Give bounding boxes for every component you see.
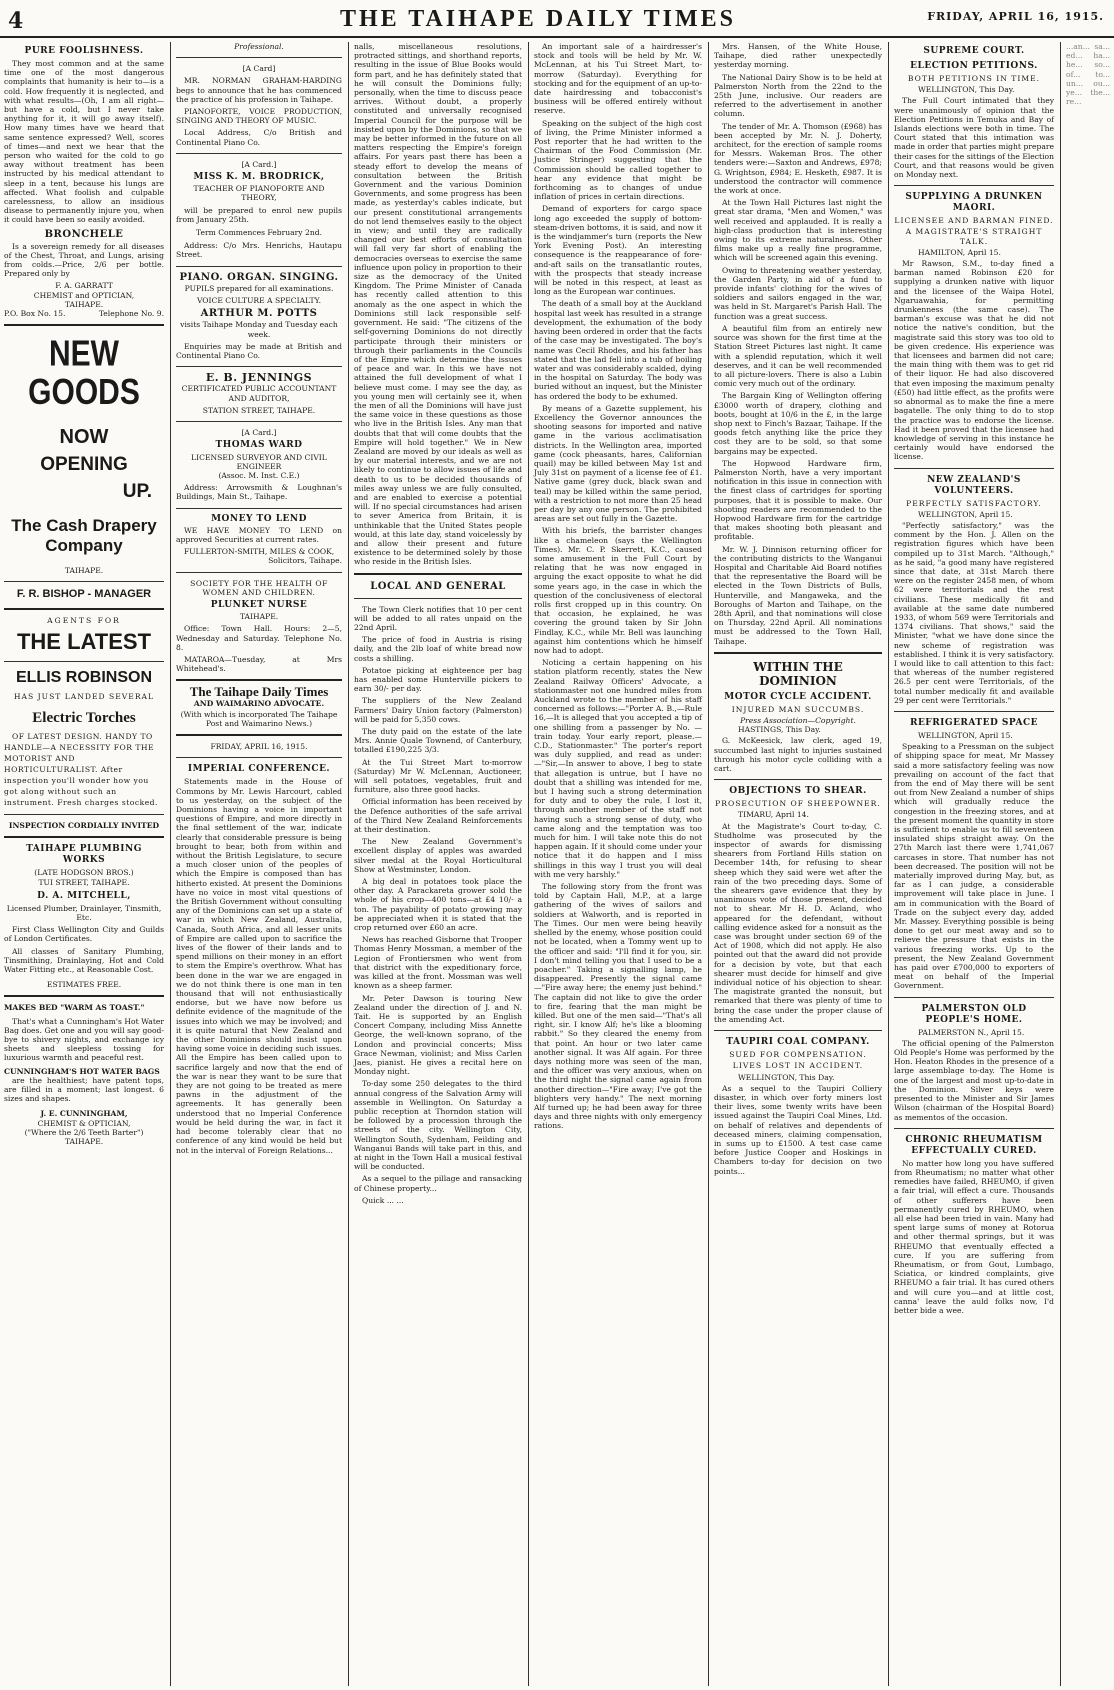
- divider: [354, 573, 522, 575]
- graham-harding-subjects: PIANOFORTE, VOICE PRODUCTION, SINGING AND THEORY OF MUSIC.: [176, 107, 342, 126]
- new-goods-headline: NEW GOODS: [28, 334, 140, 413]
- hastings-text: G. McKeesick, law clerk, aged 19, succumbed last night to injuries sustained through his motor cycle colliding with a cart.: [714, 736, 882, 774]
- agents-line: AGENTS FOR: [47, 615, 121, 625]
- column-rule: [708, 42, 709, 1686]
- news-paragraph: As a sequel to the pillage and ransacking of Chinese property...: [354, 1174, 522, 1193]
- hastings-dateline: HASTINGS, This Day.: [738, 725, 821, 735]
- brodrick-title: TEACHER OF PIANOFORTE AND THEORY,: [193, 184, 325, 203]
- electric-torches-headline: Electric Torches: [32, 710, 136, 727]
- divider: [4, 836, 164, 838]
- cunningham-title: CHEMIST & OPTICIAN,: [37, 1118, 131, 1128]
- divider: [4, 581, 164, 582]
- card-label: [A Card]: [242, 64, 276, 74]
- news-paragraph: The Bargain King of Wellington offering £3000 worth of drapery, clothing and boots, bought at 10/6 in the £, in the large shop next to Finch's Bazaar, Taihape. If the goods fetch anything like the price they cost they are to be sold, so that some bargains may be expected.: [714, 391, 882, 456]
- divider: [894, 1128, 1054, 1129]
- cash-drapery-town: TAIHAPE.: [64, 566, 104, 576]
- voice-culture: VOICE CULTURE A SPECIALTY.: [196, 296, 322, 306]
- bed-heading: MAKES BED "WARM AS TOAST.": [4, 1003, 145, 1013]
- ward-address: Address: Arrowsmith & Loughnan's Buildings, Main St., Taihape.: [176, 483, 342, 502]
- ward-title: LICENSED SURVEYOR AND CIVIL ENGINEER: [191, 452, 327, 471]
- cropped-fragment: ...an... sa... ed... ha... he... so... of... to... un... ou... ye... the... re...: [1066, 42, 1110, 107]
- election-petitions-heading: ELECTION PETITIONS.: [910, 61, 1038, 71]
- potts-enquiries: Enquiries may be made at British and Continental Piano Co.: [176, 341, 342, 361]
- ward-name: THOMAS WARD: [215, 440, 303, 451]
- column-1-advertisements: [0, 42, 168, 1686]
- news-paragraph: Official information has been received by the Defence authorities of the safe arrival of the Third New Zealand Reinforcements at their destination.: [354, 797, 522, 835]
- column-rule: [528, 42, 529, 1686]
- news-paragraph: By means of a Gazette supplement, his Excellency the Governor announces the shooting seasons for imported and native game in the various acclimatisation districts. In the Wellington area, imported game (cock pheasants, hares, Californian quail) may be killed between May 1st and July 31st on payment of a license fee of £1. Native game (grey duck, black swan and teal) may be killed within the same period, with a restriction to not more than 25 head per day by any one person. The prohibited areas are set out fully in the Gazette.: [534, 403, 702, 524]
- news-paragraph: With his briefs, the barrister changes like a chameleon (says the Wellington Times). Mr. C. P. Skerrett, K.C., caused some amusement in the Full Court by relating that he was now engaged in arguing the exact opposite to what he did some years ago, in the case in which the question of the conclusiveness of electoral rolls first cropped up in this country. On that occasion, he explained, he was covering the ground taken by Sir John Findlay, K.C., while Mr. Bell was launching against him contentions which he himself now had to adopt.: [534, 526, 702, 655]
- divider: [894, 711, 1054, 712]
- rheumatism-text: No matter how long you have suffered from Rheumatism; no matter what other remedies have failed, RHEUMO, if given a fair trial, will effect a cure. Thousands of other sufferers have been permanently cured by RHEUMO, when all else had been tried in vain. Many had spent large sums of money at Rotorua and other thermal springs, but it was RHEUMO that eventually effected a cure. If you are suffering from Rheumatism, or from Gout, Lumbago, Sciatica, or kindred complaints, give RHEUMO a fair trial. It has cured others and will cure you—and at little cost, canna' leave the auld folks now, I'd better bide a wee.: [894, 1158, 1054, 1315]
- news-paragraph: Potatoe picking at eighteence per bag has enabled some Hunterville pickers to earn 30/- per day.: [354, 665, 522, 694]
- news-paragraph: To-day some 250 delegates to the third annual congress of the Salvation Army will assemble in Wellington. On Saturday a public reception at Thorndon station will be followed by a procession through the streets of the city. Wellington City, Wellington South, Sydenham, Feilding and Wanganui Bands will take part in this, and at night in the Town Hall a musical festival will be conducted.: [354, 1079, 522, 1172]
- column-4-news: [530, 42, 706, 1686]
- money-heading: MONEY TO LEND: [211, 513, 307, 524]
- column-5-news: [710, 42, 886, 1686]
- supreme-court-heading: SUPREME COURT.: [923, 46, 1025, 56]
- now-headline: NOW: [59, 426, 109, 449]
- divider: [894, 468, 1054, 469]
- divider: [176, 57, 342, 58]
- supreme-court-dateline: WELLINGTON, This Day.: [918, 85, 1015, 95]
- society-heading: SOCIETY FOR THE HEALTH OF WOMEN AND CHILDREN.: [190, 578, 328, 597]
- divider: [894, 997, 1054, 998]
- news-paragraph: The suppliers of the New Zealand Farmers' Dairy Union factory (Palmerston) will be paid for 5,350 cows.: [354, 696, 522, 724]
- divider: [176, 757, 342, 758]
- volunteers-text: "Perfectly satisfactory," was the comment by the Hon. J. Allen on the registration figures which have been compiled up to 31st March. "Although," as he said, "a good many have registered since that date, at 31st March there were on the register 2458 men, of whom 62 were territorials and the rest civilians. These medically fit and available at the same date numbered 1933, of whom 569 were Territorials and 1374 civilians. That shows," said the Minister, "what we have done since the new scheme of registration was established. I think it is very satisfactory. I would like to call attention to this fact: that whereas of the number registered 26.5 per cent were Territorials, of the total number medically fit and available 29 per cent were Territorials.": [894, 520, 1054, 705]
- drunken-maori-heading: SUPPLYING A DRUNKEN MAORI.: [905, 192, 1043, 214]
- volunteers-dateline: WELLINGTON, April 15.: [918, 509, 1013, 519]
- local-items-list: [354, 605, 522, 1205]
- hamilton-text: Mr Rawson, S.M., to-day fined a barman named Robinson £20 for supplying a drunken native with liquor and the licensee of the Waipa Hotel, Ngaruawahia, for permitting drunkenness (the same case). The barman's excuse was that he did not notice the native's condition, but the magistrate said this story was too old to be given credence. His experience was that licensees and barmen did not care; the main thing with them was to get rid of their liquor. He had also discovered that even imposing the maximum penalty (£50) had little effect, as the profits were so abnormal as to make the fine a mere bagatelle. The only thing to do to stop the practice was to endorse the license. Had it been proved that the licensee had knowledge of serving in this instance he certainly would have endorsed the license.: [894, 259, 1054, 462]
- press-association: Press Association—Copyright.: [740, 716, 856, 725]
- divider: [354, 598, 522, 599]
- piano-heading: PIANO. ORGAN. SINGING.: [179, 271, 339, 283]
- within-dominion-heading: WITHIN THE DOMINION: [753, 659, 843, 688]
- divider: [4, 995, 164, 997]
- wellington-dateline: WELLINGTON, This Day.: [738, 1072, 835, 1082]
- old-peoples-home-heading: PALMERSTON OLD PEOPLE'S HOME.: [921, 1003, 1027, 1025]
- up-headline: UP.: [122, 481, 152, 503]
- news-items-list: [534, 42, 702, 1131]
- column-6-telegrams: [890, 42, 1058, 1686]
- plumbing-guild: First Class Wellington City and Guilds of London Certificates.: [4, 925, 164, 944]
- news-paragraph: A beautiful film from an entirely new source was shown for the first time at the Station Street Pictures last night. It came with a splendid reputation, which it well deserves, and it can be well recommended to all picture-lovers. There is also a Lubin comic very much out of the ordinary.: [714, 323, 882, 389]
- old-peoples-dateline: PALMERSTON N., April 15.: [918, 1027, 1025, 1037]
- old-peoples-text: The official opening of the Palmerston Old People's Home was performed by the Hon. Heaton Rhodes in the presence of a large assemblage to-day. The Home is one of the largest and most up-to-date in the Dominion. Silver keys were presented to the Minister and Sir James Wilson (chairman of the Hospital Board) as mementos of the occasion.: [894, 1038, 1054, 1122]
- news-paragraph: The New Zealand Government's excellent display of apples was awarded silver medal at the Royal Horticultural Show at Westminster, London.: [354, 837, 522, 874]
- the-latest-headline: THE LATEST: [16, 628, 152, 654]
- ellis-robinson-name: ELLIS ROBINSON: [15, 668, 152, 686]
- bronchele-heading: BRONCHELE: [44, 228, 124, 240]
- manager-line: F. R. BISHOP - MANAGER: [16, 588, 152, 601]
- brodrick-term: Term Commences February 2nd.: [195, 228, 323, 238]
- garratt-town: TAIHAPE.: [64, 299, 104, 309]
- plumbing-heading: TAIHAPE PLUMBING WORKS: [26, 844, 142, 866]
- ward-assoc: (Assoc. M. Inst. C.E.): [218, 470, 300, 480]
- news-paragraph: The duty paid on the estate of the late Mrs. Annie Quale Townend, of Canterbury, totalled £190,225 3/3.: [354, 727, 522, 755]
- cunningham-tagline: ("Where the 2/6 Teeth Barter"): [24, 1127, 144, 1137]
- divider: [4, 608, 164, 610]
- column-2-professional: [172, 42, 346, 1686]
- news-paragraph: The National Dairy Show is to be held at Palmerston North from the 22nd to the 25th June, inclusive. Our readers are referred to the advertisement in another column.: [714, 72, 882, 119]
- divider: [176, 366, 342, 367]
- column-7-cropped-edge: [1062, 42, 1114, 1686]
- news-paragraph: At the Tui Street Mart to-morrow (Saturday) Mr W. McLennan, Auctioneer, will sell potatoes, vegetables, fruit and furniture, also three good hacks.: [354, 757, 522, 795]
- cash-drapery-name: The Cash Drapery Company: [11, 516, 157, 556]
- imperial-conference-text: Statements made in the House of Commons by Mr. Lewis Harcourt, cabled to us yesterday, on the subject of the Dominions having a voice in important questions of Empire, and more directly in the final settlement of the war, indicate clearly that considerable pressure is being brought to bear, both from within and without the British Legislature, to secure a much closer union of the peoples of which the Empire is composed than has hitherto existed. At present the Dominions have no voice in most vital questions of the British Government without consulting any of the Dominions can set up a state of war in which New Zealand, Australia, Canada, South Africa, and all lesser units of Empire are called upon to sacrifice the lives of the flower of their lands and to spend millions on their money in an effort to stem the Empire's overthrow. What has been done in the war we are engaged in we do not think there is one man in ten thousand that will not enthusiastically endorse, but we have now before us definite evidence of the magnitude of the issues into which we may be involved; and it is quite natural that New Zealand and the other Dominions should insist upon having some voice in deciding such issues. All the Empire has been called upon to sacrifice largely and now that the end of the war is near they want to be sure that they are not going to be treated as mere pawns in the adjustment of the agreements. It has generally been understood that no Imperial Conference would be held during the war, in fact it had become tolerably clear that no conference of any kind would be held but not in the interval of Foreign Relations...: [176, 777, 342, 1155]
- pure-foolishness-text: They most common and at the same time one of the most dangerous complaints that humanity is heir to—is a cold. How frequently it is neglected, and with what results—(Oh, I am all right—but have a cold, but I never take anything for it, it will go away itself). How many times have we heard that same sentence expressed? Well, scores of times—and next we hear that the person who waited for the cold to go away without treatment has been instructed by his medical attendant to sleep in a tent, because his lungs are affected. What foolish and culpable carelessness, to allow an insidious disease to permanently injure you, when it could have been so easily avoided.: [4, 59, 164, 225]
- brodrick-text: will be prepared to enrol new pupils from January 25th.: [176, 205, 342, 224]
- money-text: WE HAVE MONEY TO LEND on approved Securities at current rates.: [176, 525, 342, 544]
- lives-lost-heading: LIVES LOST IN ACCIDENT.: [732, 1061, 864, 1071]
- garratt-name: F. A. GARRATT: [55, 281, 113, 291]
- issue-date: FRIDAY, APRIL 16, 1915.: [927, 10, 1104, 23]
- timaru-dateline: TIMARU, April 14.: [738, 810, 809, 820]
- divider: [176, 266, 342, 267]
- supreme-court-text: The Full Court intimated that they were unanimously of opinion that the Election Petitions in Temuka and Bay of Islands elections were both in time. The Court stated that this intimation was made in order that parties might prepare their cases for the sittings of the Election Court, and that reasons would be given on Monday next.: [894, 96, 1054, 180]
- cunningham-town: TAIHAPE.: [64, 1136, 104, 1146]
- news-paragraph: Mrs. Hansen, of the White House, Taihape, died rather unexpectedly yesterday morning.: [714, 42, 882, 70]
- injured-man-heading: INJURED MAN SUCCUMBS.: [731, 704, 865, 714]
- plunket-mataroa: MATAROA—Tuesday, at Mrs Whitehead's.: [176, 654, 342, 674]
- news-paragraph: A big deal in potatoes took place the other day. A Parackareta grower sold the whole of his crop—400 tons—at £4 10/- a ton. The payability of potato growing may be appreciated when it is stated that the crop returned over £60 an acre.: [354, 877, 522, 933]
- plumbing-classes: All classes of Sanitary Plumbing, Tinsmithing, Drainlaying, Hot and Cold Water Fitting etc., at Reasonable Cost.: [4, 946, 164, 974]
- plumbing-proprietor: D. A. MITCHELL,: [37, 890, 131, 901]
- plumbing-trade: Licensed Plumber, Drainlayer, Tinsmith, Etc.: [6, 903, 162, 922]
- perfectly-satisfactory-heading: PERFECTLY SATISFACTORY.: [906, 498, 1042, 508]
- motor-cycle-heading: MOTOR CYCLE ACCIDENT.: [724, 691, 872, 702]
- plumbing-street: TUI STREET, TAIHAPE.: [38, 877, 130, 887]
- divider: [714, 1030, 882, 1031]
- news-items-list: [714, 42, 882, 646]
- inspection-line: INSPECTION CORDIALLY INVITED: [8, 821, 160, 831]
- local-general-heading: LOCAL AND GENERAL: [370, 580, 506, 592]
- news-paragraph: At the Town Hall Pictures last night the great star drama, "Men and Women," was well received and applauded. It is really a high-class production that is interesting owing to its extreme naturalness. Other films make up a really fine programme, which will be screened again this evening.: [714, 198, 882, 263]
- brodrick-address: Address: C/o Mrs. Henrichs, Hautapu Street.: [176, 241, 342, 260]
- torches-text: OF LATEST DESIGN. HANDY TO HANDLE—A NECESSITY FOR THE MOTORIST AND HORTICULTURALIST. After inspection you'll wonder how you got along without such an instrument. Fresh charges stocked.: [4, 732, 158, 808]
- news-paragraph: Quick ... ...: [362, 1195, 404, 1205]
- estimates-line: ESTIMATES FREE.: [46, 980, 122, 990]
- fullerton-name: FULLERTON-SMITH, MILES & COOK,: [183, 547, 335, 557]
- editorial-date: FRIDAY, APRIL 16, 1915.: [210, 742, 308, 752]
- potts-name: ARTHUR M. POTTS: [200, 308, 318, 320]
- potts-text: visits Taihape Monday and Tuesday each week.: [180, 320, 338, 339]
- paper-title: THE TAIHAPE DAILY TIMES: [340, 6, 736, 32]
- divider: [4, 661, 164, 662]
- divider: [176, 153, 342, 154]
- garratt-phone: Telephone No. 9.: [98, 309, 164, 319]
- divider: [714, 779, 882, 780]
- divider: [176, 508, 342, 509]
- solicitors-line: Solicitors, Taihape.: [268, 556, 342, 566]
- jennings-title: CERTIFICATED PUBLIC ACCOUNTANT AND AUDITOR,: [181, 384, 337, 403]
- refrigerated-space-heading: REFRIGERATED SPACE: [909, 717, 1039, 728]
- news-paragraph: Owing to threatening weather yesterday, the Garden Party, in aid of a fund to provide infants' clothing for the wives of soldiers and sailors engaged in the war, was held in St. Margaret's Parish Hall. The function was a great success.: [714, 265, 882, 321]
- opening-headline: OPENING: [40, 454, 128, 476]
- garratt-contact: [4, 309, 164, 318]
- bags-text: are the healthiest; have patent tops, are filled in a moment; last longest. 6 sizes and shapes.: [4, 1075, 164, 1104]
- bed-text: That's what a Cunningham's Hot Water Bag does. Get one and you will say good-bye to shivery nights, and exchange icy sheets and sleepless tossing for luxurious warmth and peaceful rest.: [4, 1016, 164, 1063]
- divider: [176, 572, 342, 573]
- plumbing-late: (LATE HODGSON BROS.): [34, 868, 134, 878]
- news-paragraph: The tender of Mr. A. Thomson (£968) has been accepted by Mr. N. J. Doherty, architect, for the erection of sample rooms for Messrs. Wakeman Bros. The other tenders were:—Saxton and Andrews, £978; G. Wrightson, £984; E. Hesketh, £987. It is understood the contractor will commence the work at once.: [714, 121, 882, 196]
- objections-heading: OBJECTIONS TO SHEAR.: [729, 786, 867, 797]
- refrigerated-text: Speaking to a Pressman on the subject of shipping space for meat, Mr Massey said a more satisfactory feeling was now prevailing on account of the fact that from the end of May there will be sent out from New Zealand a number of ships which will gradually reduce the congestion in the freezing stores, and at the present moment the quantity in store is sufficient to enable us to fill seventeen insulated ships straight away. On the 27th March last there were 1,741,067 carcases in store. That number has not been decreased. The position will not be materially improved during May, but, as far as I can judge, a considerable improvement will take place in June. I am in communication with the Board of Trade on the subject every day, added Mr. Massey. Everything possible is being done to get our meat away and so to relieve the pressure that exists in the various freezing works. Up to the present, the New Zealand Government has paid over £700,000 to exporters of meat on behalf of the Imperial Government.: [894, 742, 1054, 991]
- bronchele-text: Is a sovereign remedy for all diseases of the Chest, Throat, and Lungs, arising from colds.—Price, 2/6 per bottle. Prepared only by: [4, 241, 164, 279]
- garratt-box: P.O. Box No. 15.: [4, 309, 66, 319]
- page-number: 4: [8, 8, 24, 34]
- plunket-heading: PLUNKET NURSE: [210, 599, 308, 610]
- taupiri-heading: TAUPIRI COAL COMPANY.: [726, 1037, 870, 1048]
- news-paragraph: An important sale of a hairdresser's stock and tools will be held by Mr. W. McLennan, at his Tui Street Mart, to-morrow (Saturday). Everything for stocking and for the equipment of an up-to-date hairdressing and tobacconist's business will be offered entirely without reserve.: [534, 42, 702, 116]
- timaru-text: At the Magistrate's Court to-day, C. Studholme was prosecuted by the inspector of awards for dismissing shearers from Fortland Hills station on December 14th, for refusing to shear sheep which they said were wet after the rain of the two preceding days. Some of the shearers gave evidence that they by unanimous vote of those present, decided not to shear. Mr H. D. Acland, who appeared for the defendant, without calling evidence asked for a nonsuit as the case was brought under section 69 of the Act of 1908, which did not apply. He also pointed out that the award did not provide for a decision by vote, but that each shearer must decide for himself and give individual notice of his objection to shear. The magistrate granted the nonsuit, but remarked that there was plenty of time to bring the case under the proper clause of the amending Act.: [714, 821, 882, 1024]
- news-paragraph: The Hopwood Hardware firm, Palmerston North, have a very important notification in this issue in connection with the finest class of cartridges for sporting purposes, that it is possible to make. Our shooting readers are recommended to the Hopwood Hardware firm for the cartridge that makes shooting both pleasant and profitable.: [714, 458, 882, 542]
- cunningham-name: J. E. CUNNINGHAM,: [40, 1109, 128, 1119]
- licensee-heading: LICENSEE AND BARMAN FINED.: [894, 216, 1054, 226]
- masthead: [0, 0, 1114, 38]
- paper-incorporation: (With which is incorporated The Taihape Post and Waimarino News.): [180, 709, 338, 728]
- plunket-town: TAIHAPE.: [239, 612, 279, 622]
- card-label: [A Card.]: [241, 159, 277, 169]
- news-paragraph: The following story from the front was told by Captain Hall, M.P., at a large gathering of the wives of sailors and soldiers at Walworth, and is reported in The Times. Our men were being heavily shelled by the enemy, whose position could not be located, when a Tommy went up to the officer and said: "I'll find it for you, sir. I don't mind telling you that I used to be a poacher." Taking a signalling lamp, he disappeared. Presently the signal came—"Fire away here; the enemy just behind." The captain did not like to give the order to fire, fearing that the man might be killed. But one of the men said—"That's all right, sir. I know Alf; he's like a blooming rabbit." So they cleared the enemy from that point. An hour or two later came another signal. It was Alf again. For three days nothing more was seen of the man, and the officer was very anxious, when on the third night the signal came again from another direction—"Fire away; I've got the blighters very handy." The next morning Alf turned up; he had been away for three days and three nights with only emergency rations.: [534, 882, 702, 1131]
- news-paragraph: Mr. Peter Dawson is touring New Zealand under the direction of J. and N. Tait. He is supported by an English Concert Company, including Miss Annette George, the well-known soprano, of the London and provincial concerts; Miss Grace Newman, violinist; and Miss Carlen Jaes, pianist. He gives a recital here on Monday night.: [354, 993, 522, 1077]
- divider: [4, 324, 164, 326]
- jennings-name: E. B. JENNINGS: [205, 371, 313, 385]
- graham-harding-address: Local Address, C/o British and Continental Piano Co.: [176, 128, 342, 147]
- divider: [4, 814, 164, 815]
- magistrate-heading: A MAGISTRATE'S STRAIGHT TALK.: [905, 227, 1043, 246]
- news-paragraph: Speaking on the subject of the high cost of living, the Prime Minister informed a Post reporter that he had written to the Chairman of the Food Commission (Mr. Justice Stringer) suggesting that the Commission should be called together to hear any evidence that might be forthcoming as to changes of undue inflation of prices in certain directions.: [534, 118, 702, 202]
- card-label: [A Card.]: [241, 428, 277, 438]
- both-petitions-heading: BOTH PETITIONS IN TIME.: [907, 74, 1041, 83]
- news-paragraph: News has reached Gisborne that Trooper Thomas Henry Mossman, a member of the Legion of Frontiersmen who went from that district with the expeditionary force, was killed at the front. Mossman was well known as a sheep farmer.: [354, 935, 522, 991]
- landed-line: HAS JUST LANDED SEVERAL: [13, 691, 155, 701]
- rheumatism-heading: CHRONIC RHEUMATISM EFFECTUALLY CURED.: [905, 1134, 1043, 1156]
- pure-foolishness-heading: PURE FOOLISHNESS.: [24, 46, 144, 56]
- divider: [176, 734, 342, 736]
- plunket-office: Office: Town Hall. Hours: 2—5, Wednesday and Saturday. Telephone No. 8.: [176, 624, 342, 652]
- professional-heading: Professional.: [234, 42, 284, 51]
- column-3-editorial: [350, 42, 526, 1686]
- divider: [176, 679, 342, 681]
- column-rule: [1060, 42, 1061, 1686]
- divider: [176, 421, 342, 422]
- divider: [714, 652, 882, 654]
- garratt-title: CHEMIST and OPTICIAN,: [33, 290, 135, 300]
- news-paragraph: The Town Clerk notifies that 10 per cent will be added to all rates unpaid on the 22nd April.: [354, 604, 522, 632]
- news-paragraph: Noticing a certain happening on his station platform recently, states the New Zealand Railway Officers' Advocate, a stationmaster not one hundred miles from Auckland wrote to the member of his staff concerned as follows:—"Porter A. B.,—Rule 16,—It is alleged that you accepted a tip of one shilling from a passenger by No. — train today. Your early report, please.—C.D., Stationmaster." The porter's report was duly supplied, and read as under:—"Sir,—In answer to above, I beg to state that allegation is untrue, but I have no doubt that a shilling was intended for me, but I having such a strong determination for duty and to obey the rule, I lost it, through another member of the staff not having such a strong sense of duty, who came along and the temptation was too much for him. I will take note this do not happen again. If it should come under your notice that it do happen and I miss shillings in this way I trust you will deal with me very harshly.": [534, 658, 702, 879]
- jennings-address: STATION STREET, TAIHAPE.: [202, 405, 316, 415]
- news-paragraph: The death of a small boy at the Auckland hospital last week has resulted in a strange development, the exhumation of the body having been ordered in order that the facts of the case may be investigated. The boy's name was Cecil Rhodes, and his father has stated that the lad fell into a tub of boiling water and was considerably scalded, dying in the hospital on Saturday. The body was buried without an inquest, but the Minister has ordered the body to be exhumed.: [534, 299, 702, 401]
- brodrick-name: MISS K. M. BRODRICK,: [193, 172, 325, 183]
- hamilton-dateline: HAMILTON, April 15.: [918, 247, 1001, 257]
- graham-harding-text: MR. NORMAN GRAHAM-HARDING begs to announce that he has commenced the practice of his profession in Taihape.: [176, 76, 342, 104]
- sued-heading: SUED FOR COMPENSATION.: [729, 1050, 867, 1060]
- wellington-text: As a sequel to the Taupiri Colliery disaster, in which over forty miners lost their lives, some twenty writs have been issued against the Taupiri Coal Mines, Ltd. on behalf of relatives and dependents of deceased miners, claiming compensation, in sums up to £1500. A test case came before Justice Cooper and Hoskings in Chambers to-day for decision on two points...: [714, 1083, 882, 1176]
- news-paragraph: The price of food in Austria is rising daily, and the 2lb loaf of white bread now costs a shilling.: [354, 635, 522, 663]
- news-paragraph: Demand of exporters for cargo space long ago exceeded the supply of bottom-steam-driven bottoms, it is said, and now it is the windjammer's turn (reports the New York Evening Post). An interesting consequence is the reappearance of fore-and-aft sails on the transatlantic routes, with the prospects that steady increase will be noted in this respect, at least as long as the European war continues.: [534, 204, 702, 297]
- refrigerated-dateline: WELLINGTON, April 15.: [918, 730, 1013, 740]
- prosecution-heading: PROSECUTION OF SHEEPOWNER.: [715, 799, 881, 809]
- paper-subtitle: AND WAIMARINO ADVOCATE.: [193, 698, 325, 708]
- bags-heading: CUNNINGHAM'S HOT WATER BAGS: [4, 1066, 160, 1076]
- divider: [894, 185, 1054, 186]
- column-rule: [348, 42, 349, 1686]
- piano-pupils: PUPILS prepared for all examinations.: [184, 283, 334, 293]
- editorial-continued: nalls, miscellaneous resolutions, protracted sittings, and shorthand reports, resulting in the issue of Blue Books would form part, and he has definitely stated that he will consult the Dominions fully; personally, when the time to discuss peace arrives. Without doubt, a properly constituted and universally recognised Imperial Council for the purpose will be insisted upon by the Dominions, so that we may be better informed in the future on all matters respecting the Empire's foreign affairs. For years past there has been a steady effort to develop the means of consultation between the British Government and the various Dominion Governments, and some progress has been made, as yesterday's cables indicate, but our present constitutional arrangements do not lend themselves easily to the object in view; and until they are radically changed our best efforts of consultation will fall very far short of enabling the democracies overseas to exercise the same influence upon policy in proportion to their size as the democracy of the United Kingdom. The Prime Minister of Canada has recently called attention to this anomaly as the one aspect in which the Dominions still lack responsible self-government. He said: "The citizens of the self-governing Dominions do not directly participate through their ministers or through their parliaments in the Councils of the Empire which determine the issues of peace and war. In this we have not attained the full development of what I believe must come. I may see the day, as you young men will certainly see it, when the men of all the Dominions will have just the same voice in these questions as those who live in the British Isles. Any man that doubts that that will come doubts that the Empire will hold together." We in New Zealand are moved by our ideals as well as by our material interests, and we are not likely to continue to allow issues of life and death to us to be decided thousands of miles away unless we are fully consulted, and are enabled to exercise a potential will. If no special circumstances had arisen to sever America from Britain, it is unthinkable that the United States people would, at this late day, stand voicelessly by and allow their present and future existence to be determined solely by those who reside in the British Isles.: [354, 42, 522, 567]
- imperial-conference-heading: IMPERIAL CONFERENCE.: [187, 764, 331, 775]
- column-rule: [888, 42, 889, 1686]
- volunteers-heading: NEW ZEALAND'S VOLUNTEERS.: [927, 474, 1021, 496]
- news-paragraph: Mr. W. J. Dinnison returning officer for the contributing districts to the Wanganui Hospital and Charitable Aid Board notifies that the representative the Board will be elected in the Town Districts of Bulls, Hunterville, and Mangaweka, and the Boroughs of Marton and Taihape, on the 28th April, and that nominations will close on Thursday, 22nd April. All nominations must be addressed to the Town Hall, Taihape.: [714, 544, 882, 646]
- column-rule: [170, 42, 171, 1686]
- paper-name-box: The Taihape Daily Times: [189, 684, 329, 700]
